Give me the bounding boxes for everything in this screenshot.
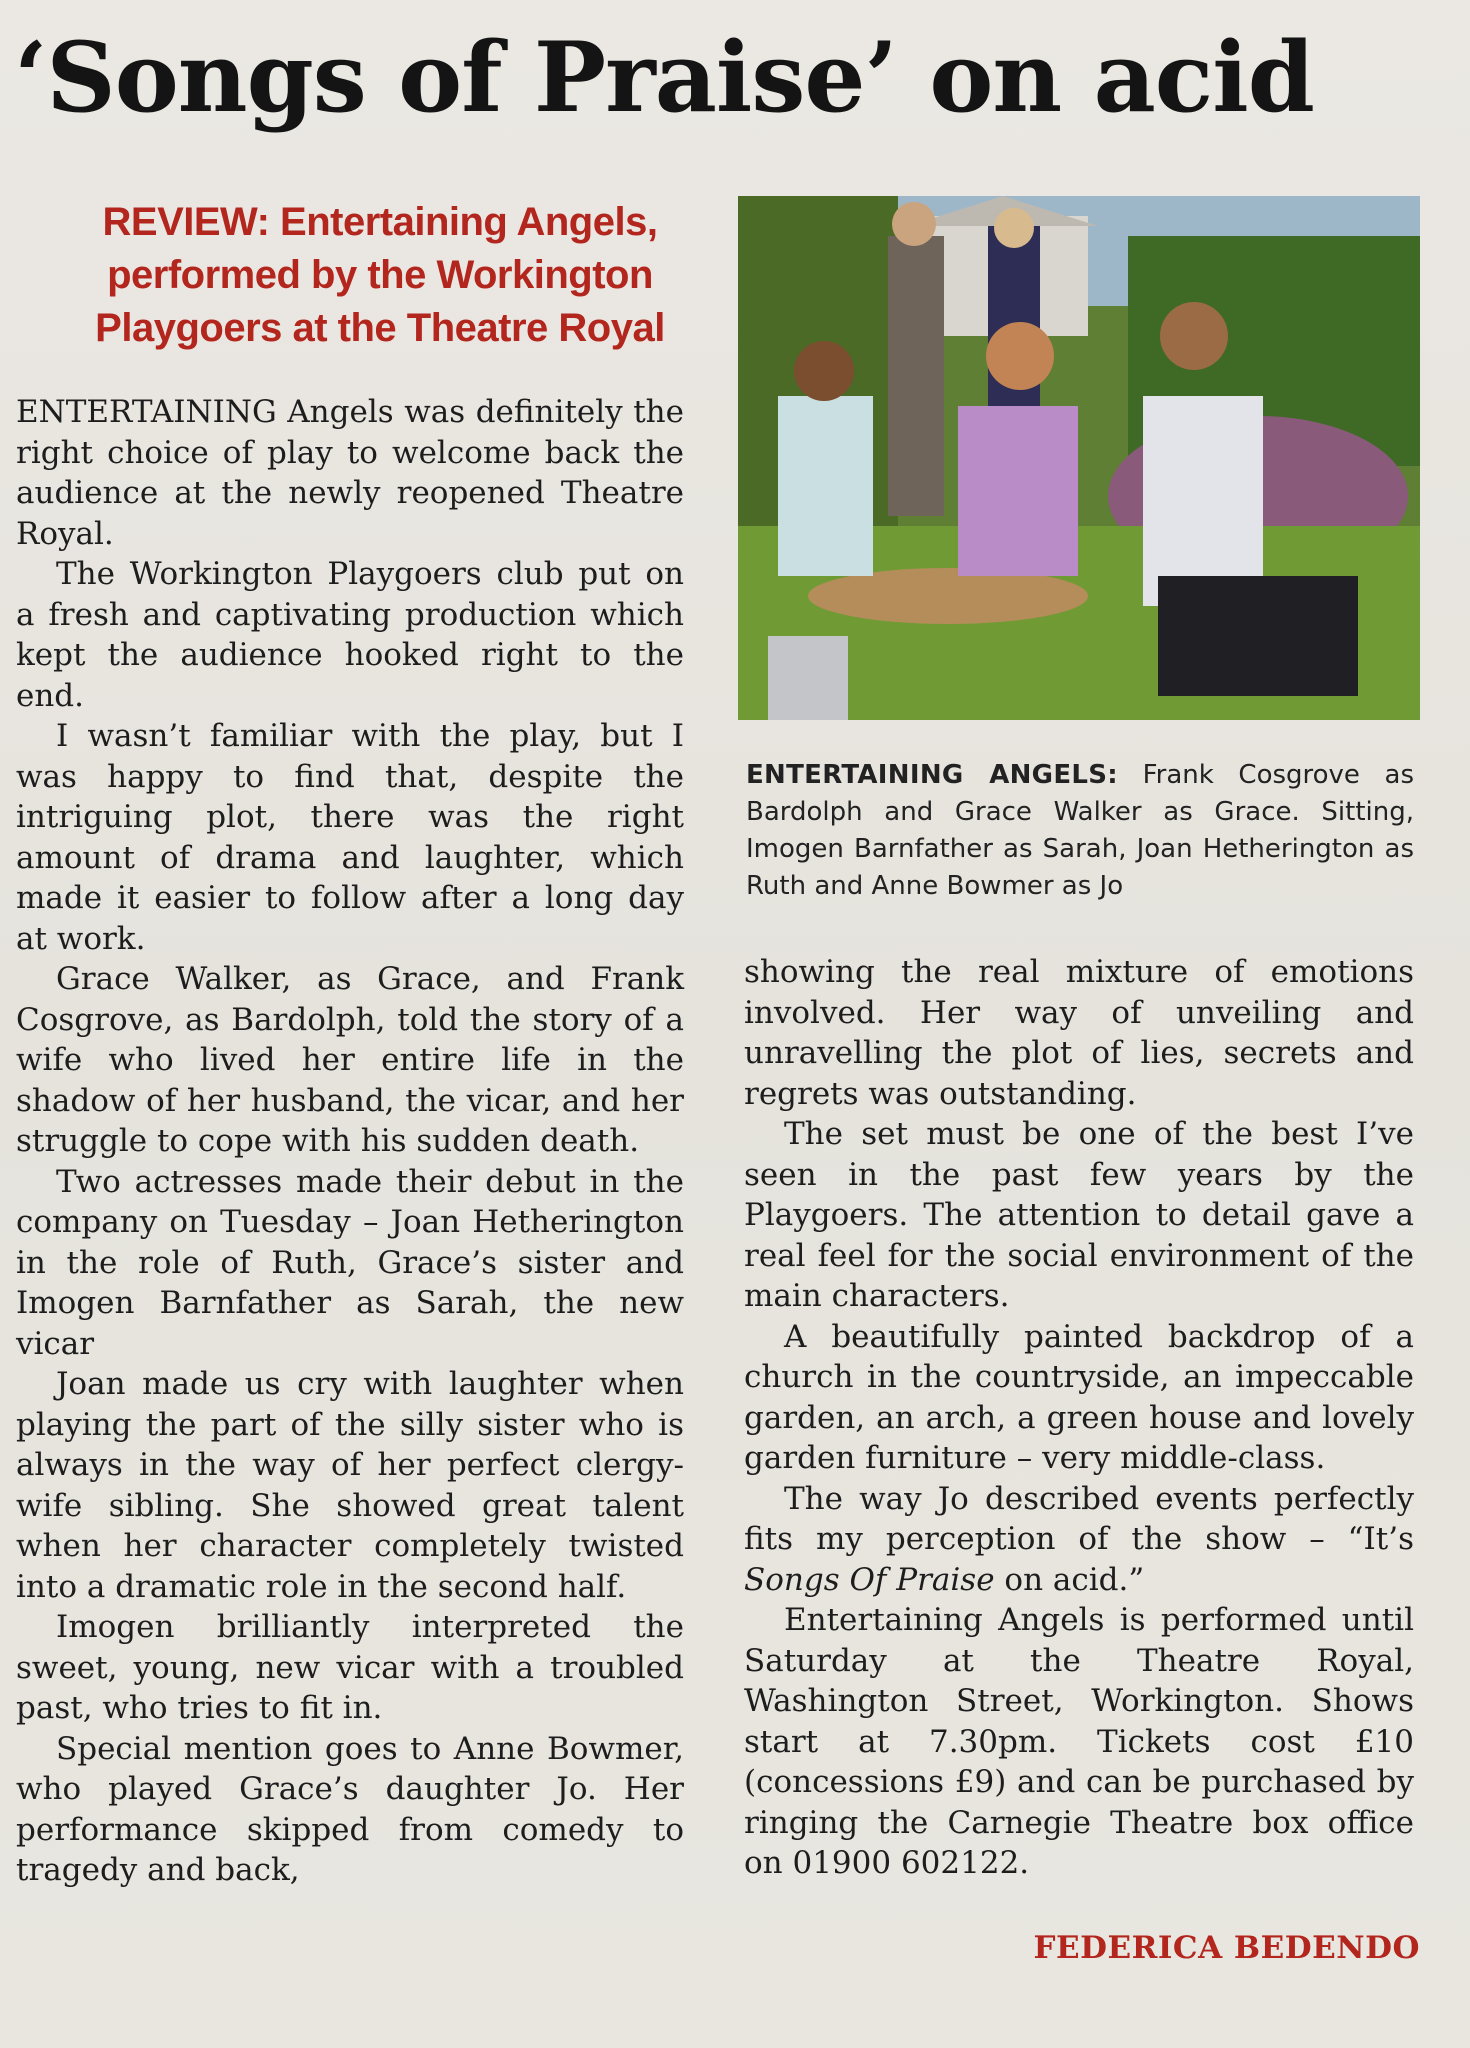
caption-label: ENTERTAINING ANGELS: [746, 760, 1118, 790]
article-paragraph: The Workington Playgoers club put on a fresh and captivating production which kept the audience hooked right to the end. [16, 556, 684, 714]
quote-before: The way Jo described events perfectly fits my perception of the show – “It’s [744, 1480, 1414, 1557]
byline: FEDERICA BEDENDO [1033, 1930, 1420, 1966]
article-paragraph: Entertaining Angels is performed until Saturday at the Theatre Royal, Washington Street, Workington. Shows start at 7.30pm. Tickets cost £10 (concessions £9) and can be purchased by ringing the Carnegie Theatre box office on 01900 602122. [744, 1602, 1414, 1881]
article-paragraph: Two actresses made their debut in the company on Tuesday – Joan Hetherington in the role of Ruth, Grace’s sister and Imogen Barnfather as Sarah, the new vicar [16, 1163, 684, 1362]
article-paragraph: The set must be one of the best I’ve seen in the past few years by the Playgoers. The attention to detail gave a real feel for the social environment of the main characters. [744, 1116, 1414, 1314]
article-column-left [16, 392, 684, 1891]
article-paragraph: Grace Walker, as Grace, and Frank Cosgrove, as Bardolph, told the story of a wife who lived her entire life in the shadow of her husband, the vicar, and her struggle to cope with his sudden death. [16, 961, 684, 1159]
quote-after: on acid.” [994, 1561, 1145, 1598]
article-paragraph: Special mention goes to Anne Bowmer, who played Grace’s daughter Jo. Her performance skipped from comedy to tragedy and back, [16, 1730, 684, 1888]
article-paragraph: Imogen brilliantly interpreted the sweet, young, new vicar with a troubled past, who tries to fit in. [16, 1609, 684, 1726]
cast-photo [738, 196, 1420, 720]
review-subheading: REVIEW: Entertaining Angels, performed by the Workington Playgoers at the Theatre Royal [95, 200, 665, 350]
quote-title-italic: Songs Of Praise [744, 1561, 995, 1598]
article-column-right [744, 952, 1414, 1884]
caption-text: Frank Cosgrove as Bardolph and Grace Walker as Grace. Sitting, Imogen Barnfather as Sarah, Joan Hetherington as Ruth and Anne Bowmer as Jo [746, 760, 1415, 901]
photo-caption [746, 757, 1414, 905]
article-paragraph: A beautifully painted backdrop of a church in the countryside, an impeccable garden, an arch, a green house and lovely garden furniture – very middle-class. [744, 1318, 1414, 1476]
article-paragraph: ENTERTAINING Angels was definitely the right choice of play to welcome back the audience at the newly reopened Theatre Royal. [16, 394, 684, 552]
article-paragraph: showing the real mixture of emotions involved. Her way of unveiling and unravelling the plot of lies, secrets and regrets was outstanding. [744, 954, 1414, 1112]
cast-photo-illustration [738, 196, 1420, 720]
article-paragraph: I wasn’t familiar with the play, but I was happy to find that, despite the intriguing plot, there was the right amount of drama and laughter, which made it easier to follow after a long day at work. [16, 718, 684, 957]
headline: ‘Songs of Praise’ on acid [14, 21, 1314, 134]
article-paragraph-quote [744, 1479, 1414, 1601]
article-paragraph: Joan made us cry with laughter when playing the part of the silly sister who is always in the way of her perfect clergy-wife sibling. She showed great talent when her character completely twisted into a dramatic role in the second half. [16, 1366, 684, 1605]
